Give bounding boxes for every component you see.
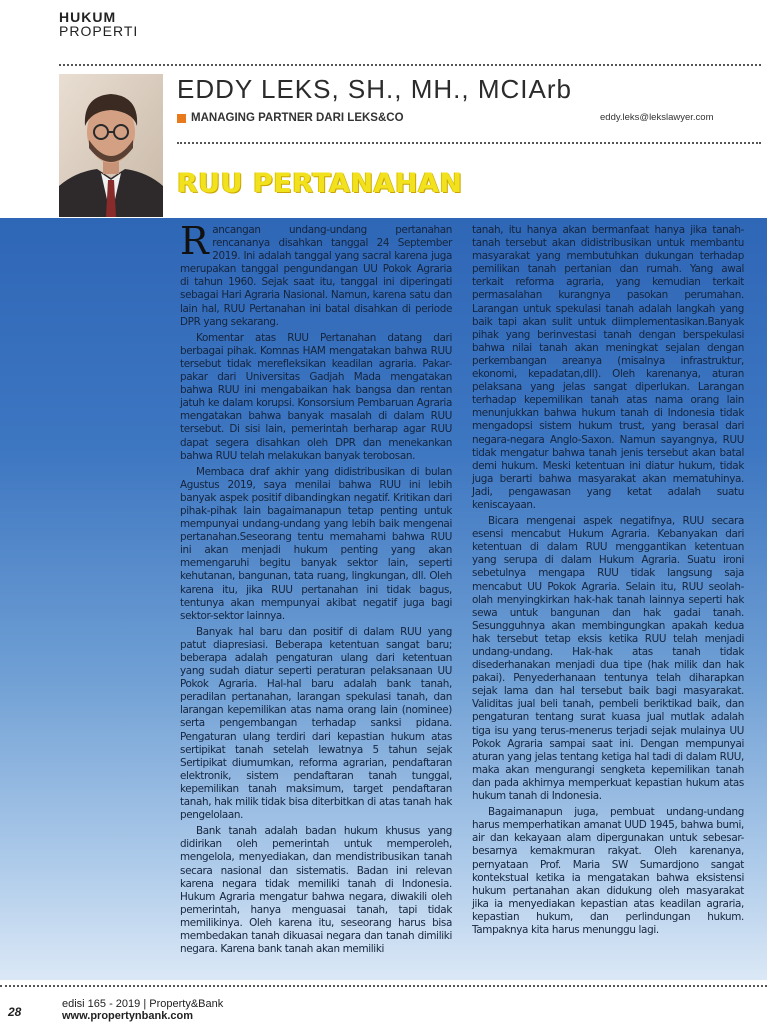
rubric-line-1: HUKUM	[59, 9, 117, 25]
paragraph: Membaca draf akhir yang didistribusikan di bulan Agustus 2019, saya menilai bahwa RUU ini lebih banyak aspek positif dibandingkan negatif. Kritikan dari pihak-pihak lain bagaimanapun tetap penting untuk mempunyai undang-undang yang lebih baik mengenai pertanahan.Seseorang tentu memahami bahwa RUU ini akan menjadi hukum penting yang akan memengaruhi begitu banyak sektor lain, seperti kehutanan, bangunan, tata ruang, lingkungan, dll. Oleh karena itu, jika RUU pertanahan ini tidak bagus, tentunya akan mempunyai akibat negatif juga bagi sektor-sektor lainnya.	[180, 465, 452, 622]
rubric-line-2: PROPERTI	[59, 23, 139, 39]
paragraph: Bagaimanapun juga, pembuat undang-undang harus memperhatikan amanat UUD 1945, bahwa bumi, air dan kekayaan alam dipergunakan untuk sebesar-besarnya kemakmuran rakyat. Oleh karenanya, pernyataan Prof. Maria SW Sumardjono sangat kontekstual ketika ia mengatakan bahwa eksistensi hukum pertanahan akan didukung oleh masyarakat jika ia menyediakan kepastian atas keadilan agraria, kepastian hukum, dan perlindungan hukum. Tampaknya kita harus menunggu lagi.	[472, 806, 744, 936]
paragraph: Bank tanah adalah badan hukum khusus yang didirikan oleh pemerintah untuk memperoleh, mengelola, menyediakan, dan mendistribusikan tanah secara nasional dan sistematis. Badan ini relevan karena negara tidak memiliki tanah di Indonesia. Hukum Agraria mengatur bahwa negara, diwakili oleh pemerintah, hanya menguasai tanah, tapi tidak memilikinya. Oleh karena itu, seseorang harus bisa membedakan tanah dikuasai negara dan tanah dimiliki negara. Karena bank tanah akan memiliki	[180, 825, 452, 956]
paragraph: Bicara mengenai aspek negatifnya, RUU secara esensi mencabut Hukum Agraria. Kebanyakan dari ketentuan di dalam RUU menggantikan ketentuan yang serupa di dalam Hukum Agraria. Suatu ironi sebetulnya mengapa RUU tidak langsung saja mencabut UU Pokok Agraria. Selain itu, RUU seolah-olah menyingkirkan hak-hak tanah lainnya seperti hak sewa untuk bangunan dan hak gadai tanah. Sesungguhnya akan membingungkan apakah kedua hak tersebut tetap eksis ketika RUU telah menjadi undang-undang. Hak-hak atas tanah tidak disederhanakan menjadi dua tipe (hak milik dan hak pakai). Penyederhanaan tentunya telah diharapkan sejak lama dan hal tersebut baik bagi masyarakat. Validitas jual beli tanah, pembeli beriktikad baik, dan pengaturan tentang surat kuasa jual mutlak adalah tiga isu yang terus-menerus terjadi sejak mulainya UU Pokok Agraria sampai saat ini. Dengan mempunyai aturan yang jelas tentang ketiga hal tadi di dalam RUU, maka akan mengurangi sengketa kepemilikan tanah dan pada akhirnya memperkuat kepastian hukum atas hukum tanah di Indonesia.	[472, 515, 744, 803]
paragraph: Komentar atas RUU Pertanahan datang dari berbagai pihak. Komnas HAM mengatakan bahwa RUU tersebut tidak merefleksikan keadilan agraria. Pakar-pakar dari Universitas Gadjah Mada mengatakan bahwa RUU ini mengabaikan hak bangsa dan rentan jatuh ke dalam korupsi. Konsorsium Pembaruan Agraria mengatakan bahwa banyak masalah di dalam RUU tersebut. Di sisi lain, pemerintah berharap agar RUU dapat segera disahkan oleh DPR dan menekankan bahwa RUU telah melakukan banyak terobosan.	[180, 331, 452, 462]
website-link[interactable]: www.propertynbank.com	[62, 1010, 194, 1022]
article-column-left	[180, 219, 452, 956]
footer-edition	[62, 998, 223, 1022]
paragraph	[180, 219, 452, 329]
author-email: eddy.leks@lekslawyer.com	[600, 112, 714, 123]
page-number: 28	[8, 1005, 22, 1019]
drop-cap: R	[180, 219, 209, 263]
author-role	[177, 112, 404, 124]
section-rubric	[59, 10, 138, 38]
author-role-text: MANAGING PARTNER DARI LEKS&CO	[191, 112, 404, 124]
paragraph: Banyak hal baru dan positif di dalam RUU yang patut diapresiasi. Beberapa ketentuan sangat baru; beberapa adalah pengaturan ulang dari ketentuan yang sudah diatur seperti peraturan pelaksanaan UU Pokok Agraria. Hal-hal baru adalah bank tanah, peradilan pertanahan, larangan spekulasi tanah, dan larangan kepemilikan atas nama orang lain (nominee) serta pengembangan terhadap sanksi pidana. Pengaturan ulang terdiri dari kepastian hukum atas sertipikat tanah setelah lewatnya 5 tahun sejak Sertipikat diumumkan, reforma agrarian, pendaftaran elektronik, sistem pendaftaran tanah tunggal, kepemilikan tanah maksimum, target pendaftaran tanah, hak milik tidak bisa diterbitkan di atas tanah hak pengelolaan.	[180, 625, 452, 822]
author-portrait-icon	[59, 74, 163, 217]
paragraph: tanah, itu hanya akan bermanfaat hanya jika tanah-tanah tersebut akan didistribusikan untuk membantu masyarakat yang membutuhkan dukungan terhadap pemilikan tanah pertanian dan rumah. Yang awal terkait reforma agraria, yang kemudian terkait permasalahan kurangnya pasokan perumahan. Larangan untuk spekulasi tanah adalah langkah yang baik tapi akan sulit untuk diimplementasikan.Banyak pihak yang berinvestasi tanah dengan berspekulasi bahwa nilai tanah akan meningkat sejalan dengan perkembangan areanya (misalnya infrastruktur, ekonomi, kepadatan,dll). Oleh karenanya, aturan pelaksana yang jelas sangat diperlukan. Larangan terhadap kepemilikan tanah atas nama orang lain menunjukkan bahwa hukum tanah di Indonesia tidak mengadopsi sistem hukum trust, yang berasal dari negara-negara Anglo-Saxon. Namun sayangnya, RUU tidak mengatur bahwa tanah jenis tersebut akan batal demi hukum. Meski ketentuan ini diatur hukum, tidak juga berarti bahwa masyarakat akan mematuhinya. Jadi, pengawasan yang ketat adalah suatu keniscayaan.	[472, 224, 744, 511]
orange-square-icon	[177, 114, 186, 123]
paragraph-text: ancangan undang-undang pertanahan rencananya disahkan tanggal 24 September 2019. Ini adalah tanggal yang sacral karena juga merupakan tanggal pengundangan UU Pokok Agraria di tahun 1960. Sejak saat itu, tanggal ini diperingati sebagai Hari Agraria Nasional. Namun, karena satu dan lain hal, RUU Pertanahan ini batal disahkan di periode DPR yang sekarang.	[180, 224, 452, 328]
author-photo	[59, 74, 163, 217]
author-divider	[177, 142, 761, 144]
header-divider	[59, 64, 761, 66]
edition-line: edisi 165 - 2019 | Property&Bank	[62, 998, 224, 1010]
article-column-right	[472, 224, 744, 937]
article-headline: RUU PERTANAHAN	[177, 168, 463, 199]
footer-divider	[0, 985, 767, 987]
author-name: EDDY LEKS, SH., MH., MCIArb	[177, 74, 572, 104]
